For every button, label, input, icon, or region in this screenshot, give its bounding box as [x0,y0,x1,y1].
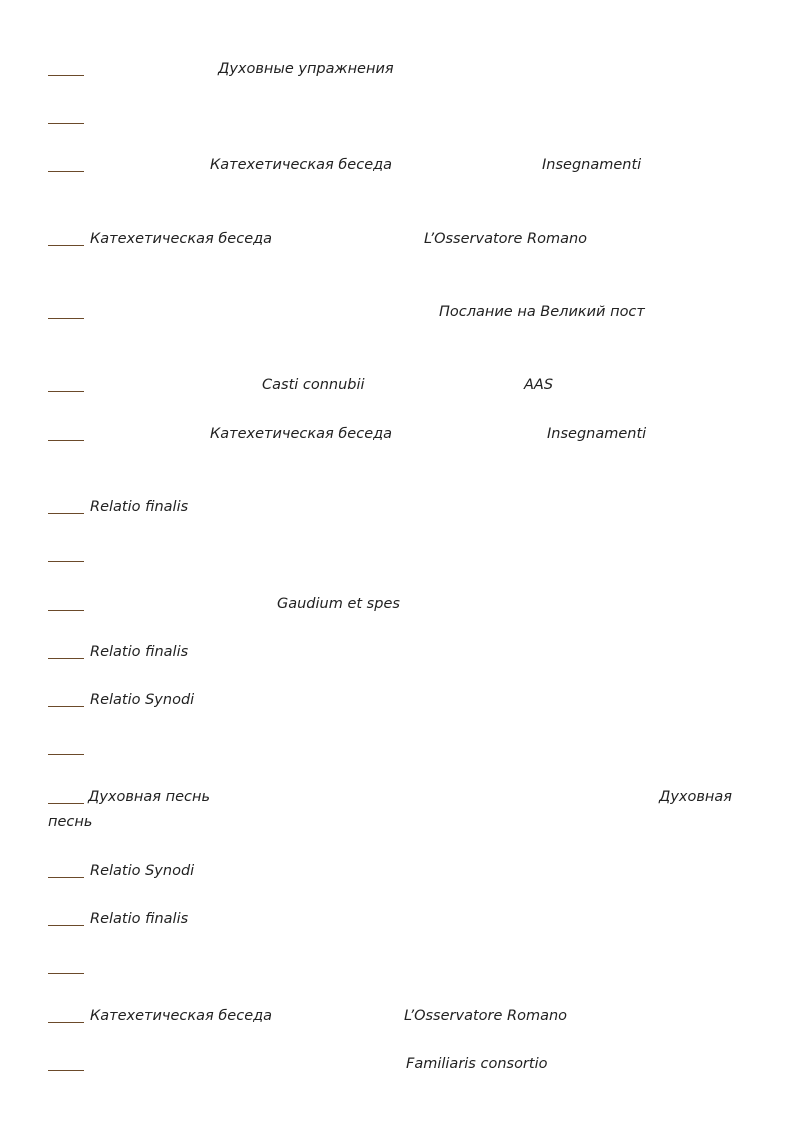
source-title: Послание на Великий пост [439,304,645,320]
source-title: Casti connubii [262,377,365,393]
source-title: Relatio Synodi [90,863,195,879]
source-title: Gaudium et spes [277,596,400,612]
publication-title: AAS [524,377,554,393]
blank-underline [48,440,84,441]
blank-underline [48,318,84,319]
blank-underline [48,877,84,878]
publication-title: Insegnamenti [542,157,642,173]
blank-underline [48,1070,84,1071]
source-title-wrap: песнь [48,814,93,830]
source-title: Relatio finalis [90,644,189,660]
blank-underline [48,513,84,514]
blank-underline [48,706,84,707]
source-title: Катехетическая беседа [90,1008,273,1024]
blank-underline [48,1022,84,1023]
blank-underline [48,171,84,172]
source-title: Катехетическая беседа [210,426,393,442]
source-title: Духовные упражнения [218,61,394,77]
blank-underline [48,610,84,611]
publication-title: L’Osservatore Romano [404,1008,568,1024]
source-title: Relatio Synodi [90,692,195,708]
publication-title: Insegnamenti [547,426,647,442]
blank-underline [48,803,84,804]
source-title-wrap: Духовная [659,789,732,805]
publication-title: L’Osservatore Romano [424,231,588,247]
blank-underline [48,973,84,974]
blank-underline [48,391,84,392]
source-title: Катехетическая беседа [90,231,273,247]
blank-underline [48,754,84,755]
source-title: Relatio finalis [90,499,189,515]
source-title: Духовная песнь [88,789,211,805]
source-title: Катехетическая беседа [210,157,393,173]
blank-underline [48,561,84,562]
source-title: Familiaris consortio [406,1056,548,1072]
blank-underline [48,75,84,76]
blank-underline [48,245,84,246]
blank-underline [48,123,84,124]
source-title: Relatio finalis [90,911,189,927]
blank-underline [48,925,84,926]
blank-underline [48,658,84,659]
